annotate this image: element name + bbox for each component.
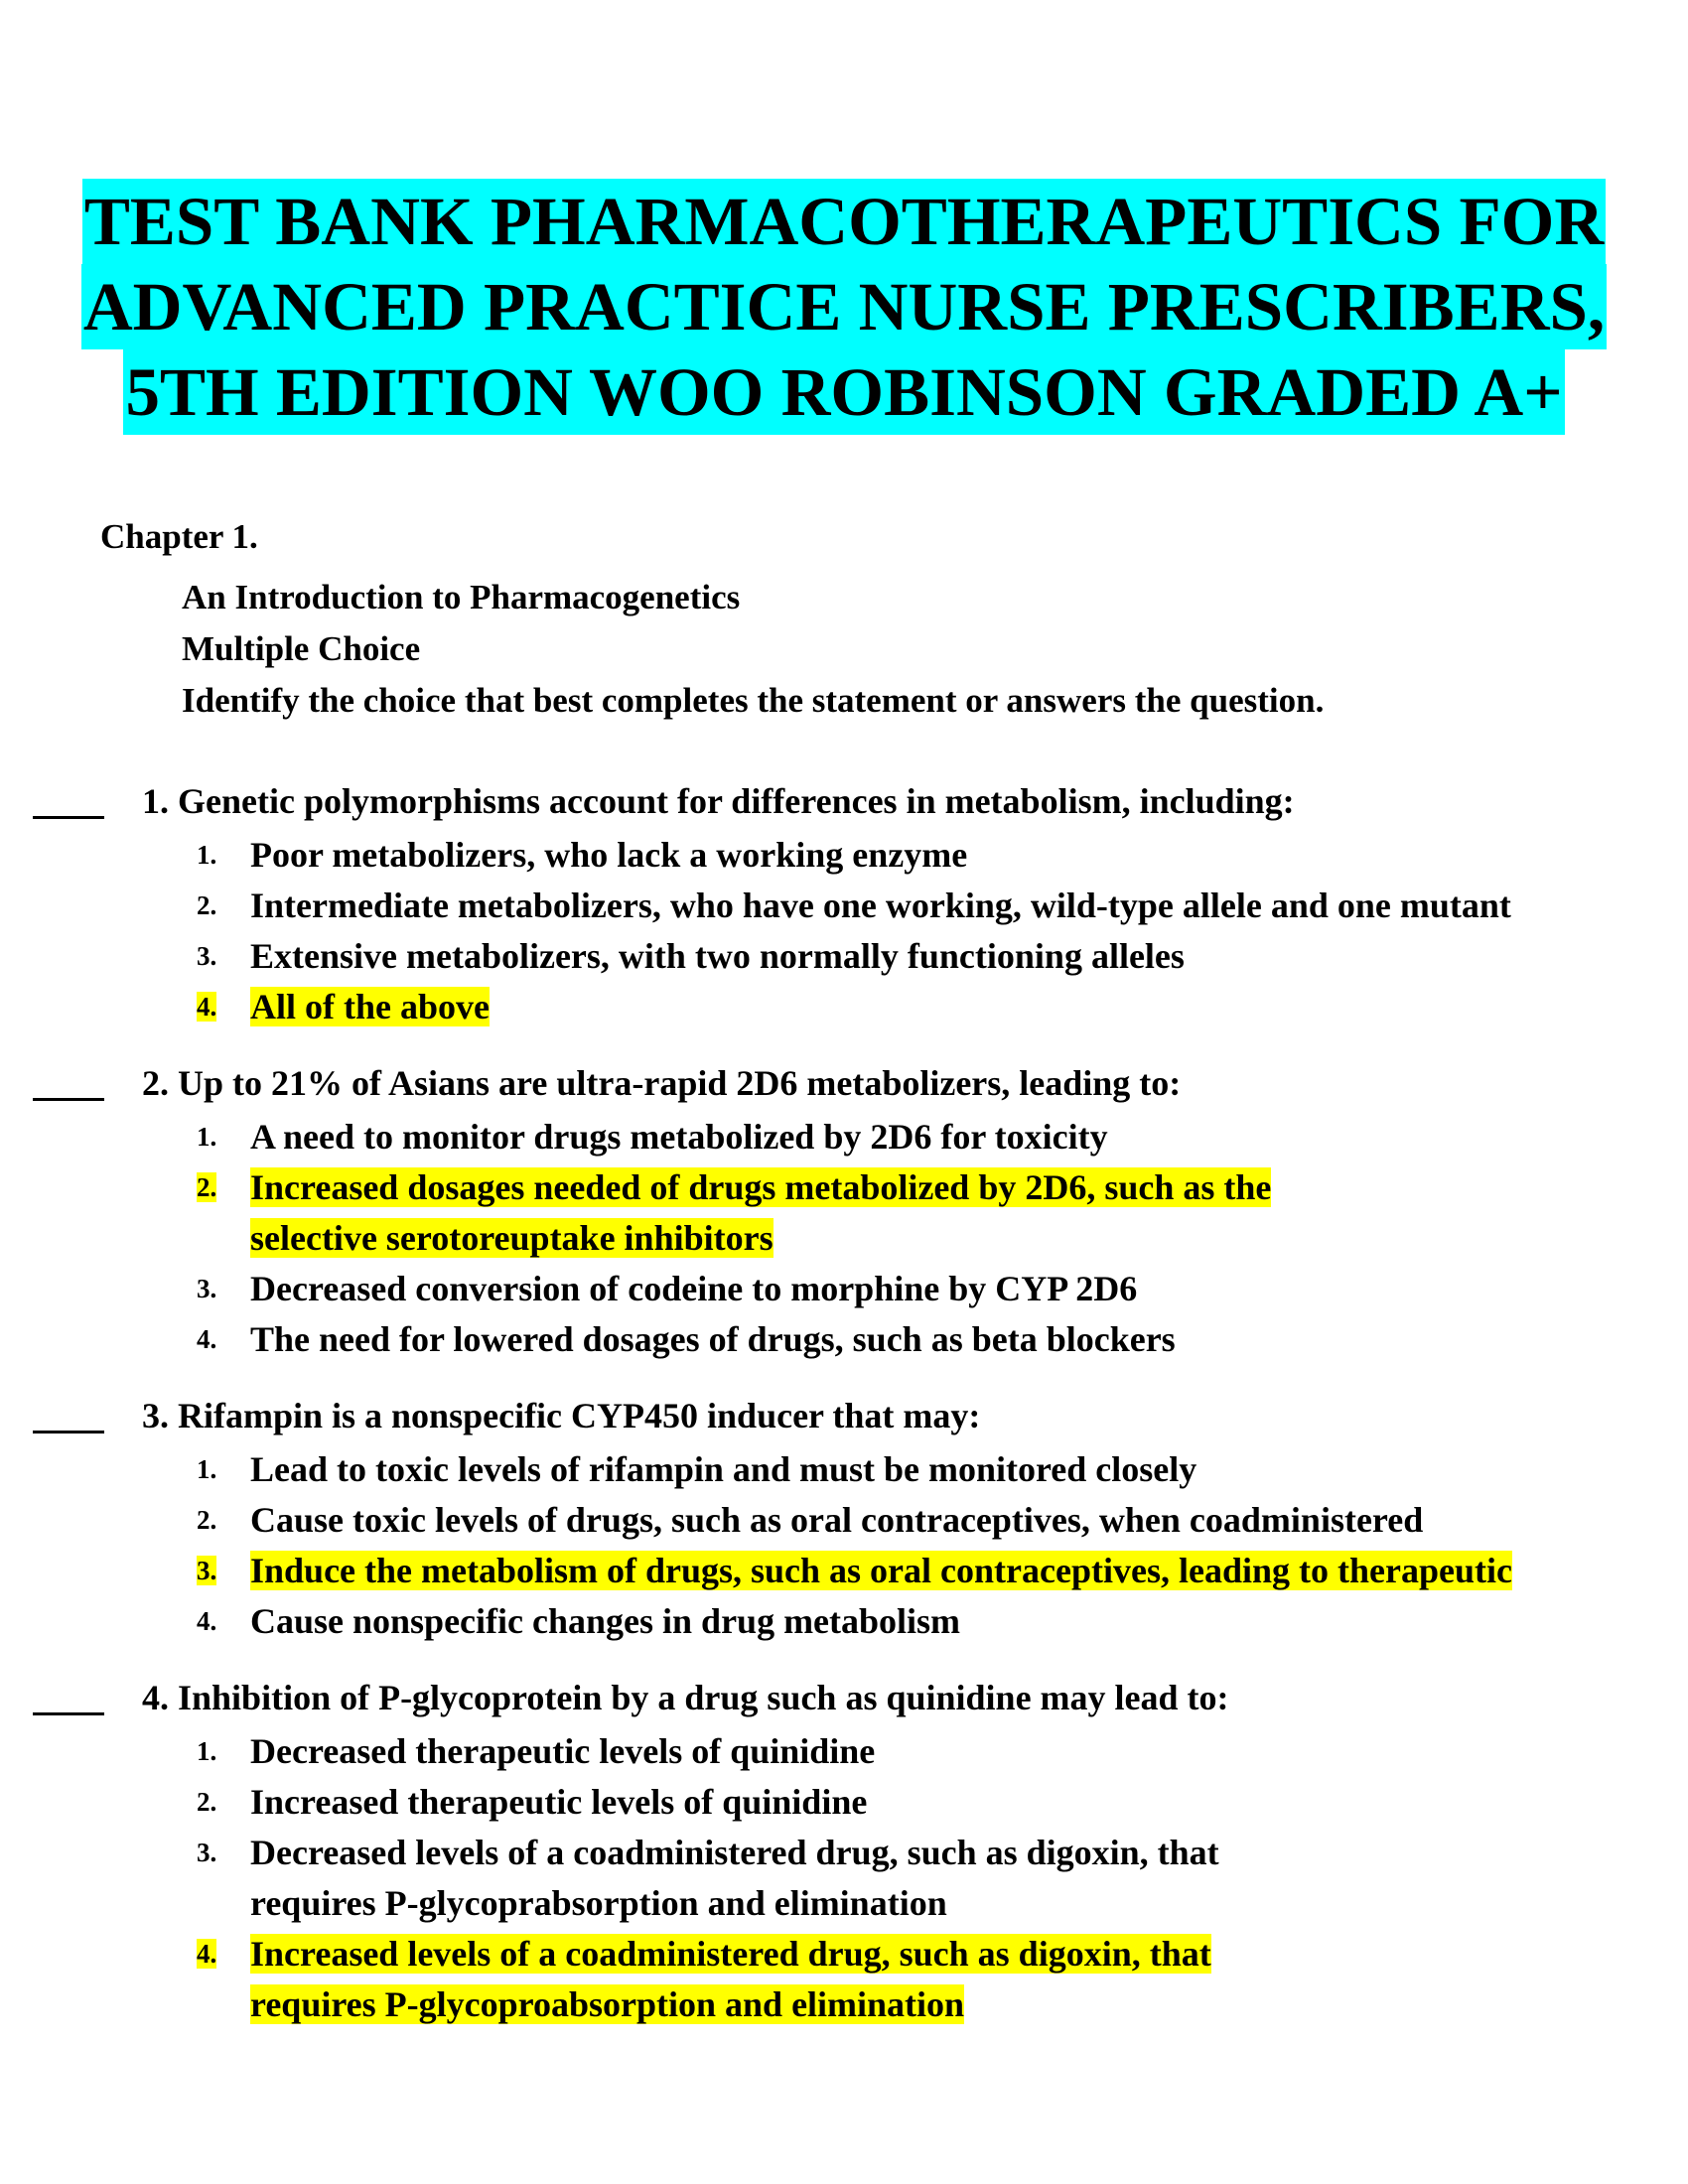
option-number: 1.: [197, 840, 217, 870]
option-text: Decreased conversion of codeine to morphine by CYP 2D6: [250, 1269, 1138, 1308]
answer-option: [197, 1314, 1688, 1365]
option-text: A need to monitor drugs metabolized by 2D6 for toxicity: [250, 1117, 1108, 1157]
option-number: 3.: [197, 941, 217, 971]
question-stem-row: [0, 1058, 1688, 1112]
option-number: 3.: [197, 1838, 217, 1867]
answer-option: [197, 1495, 1688, 1546]
option-number: 2.: [197, 1505, 217, 1535]
option-text: Cause toxic levels of drugs, such as oral contraceptives, when coadministered: [250, 1500, 1424, 1540]
chapter-topic: An Introduction to Pharmacogenetics: [182, 578, 741, 616]
question-1: [0, 776, 1688, 1032]
option-number: 1.: [197, 1736, 217, 1766]
answer-option: [197, 1162, 1688, 1264]
answer-option: [197, 1596, 1688, 1647]
option-text: The need for lowered dosages of drugs, such as beta blockers: [250, 1319, 1176, 1359]
question-stem: 1. Genetic polymorphisms account for differences in metabolism, including:: [142, 781, 1295, 821]
option-text: requires P-glycoproabsorption and elimination: [250, 1984, 965, 2024]
option-number: 4.: [197, 1606, 217, 1636]
section-heading: Multiple Choice: [182, 629, 421, 668]
option-text: All of the above: [250, 987, 490, 1026]
answer-option: [197, 1777, 1688, 1828]
answer-option: [197, 881, 1688, 931]
option-number: 2.: [197, 1172, 217, 1202]
question-list: [0, 776, 1688, 2056]
option-number: 4.: [197, 1324, 217, 1354]
answer-option: [197, 931, 1688, 982]
option-text: Lead to toxic levels of rifampin and must be monitored closely: [250, 1449, 1197, 1489]
title-line-2: ADVANCED PRACTICE NURSE PRESCRIBERS,: [81, 264, 1607, 349]
answer-option: [197, 1828, 1688, 1929]
question-4: [0, 1673, 1688, 2030]
answer-option: [197, 1444, 1688, 1495]
title-line-3: 5TH EDITION WOO ROBINSON GRADED A+: [123, 349, 1564, 435]
answer-option: [197, 982, 1688, 1032]
option-number: 1.: [197, 1454, 217, 1484]
question-stem: 3. Rifampin is a nonspecific CYP450 inducer that may:: [142, 1396, 981, 1435]
option-number: 2.: [197, 1787, 217, 1817]
option-text: Decreased therapeutic levels of quinidine: [250, 1731, 876, 1771]
option-text: requires P-glycoprabsorption and elimination: [250, 1883, 947, 1923]
answer-option: [197, 1929, 1688, 2030]
question-stem-row: [0, 1673, 1688, 1726]
option-number: 4.: [197, 992, 217, 1022]
answer-blank: [33, 1391, 104, 1433]
option-number: 3.: [197, 1556, 217, 1585]
question-stem: 4. Inhibition of P-glycoprotein by a drug such as quinidine may lead to:: [142, 1678, 1229, 1717]
question-3: [0, 1391, 1688, 1647]
option-text: Increased therapeutic levels of quinidine: [250, 1782, 868, 1822]
instructions-text: Identify the choice that best completes the statement or answers the question.: [182, 681, 1325, 720]
answer-blank: [33, 1673, 104, 1715]
chapter-label: Chapter 1.: [100, 517, 258, 556]
question-stem-row: [0, 1391, 1688, 1444]
answer-option: [197, 1726, 1688, 1777]
option-number: 4.: [197, 1939, 217, 1969]
option-text: Cause nonspecific changes in drug metabolism: [250, 1601, 961, 1641]
question-2: [0, 1058, 1688, 1365]
answer-option: [197, 1546, 1688, 1596]
option-text: selective serotoreuptake inhibitors: [250, 1218, 774, 1258]
answer-option: [197, 830, 1688, 881]
option-text: Extensive metabolizers, with two normally functioning alleles: [250, 936, 1185, 976]
chapter-intro: [182, 572, 1324, 727]
question-stem: 2. Up to 21% of Asians are ultra-rapid 2D6 metabolizers, leading to:: [142, 1063, 1182, 1103]
option-text: Induce the metabolism of drugs, such as oral contraceptives, leading to therapeutic: [250, 1551, 1512, 1590]
answer-option: [197, 1112, 1688, 1162]
document-title: [0, 179, 1688, 435]
option-text: Increased levels of a coadministered drug, such as digoxin, that: [250, 1934, 1211, 1974]
question-stem-row: [0, 776, 1688, 830]
answer-blank: [33, 1058, 104, 1101]
option-number: 1.: [197, 1122, 217, 1152]
option-text: Intermediate metabolizers, who have one working, wild-type allele and one mutant: [250, 886, 1511, 925]
option-number: 2.: [197, 890, 217, 920]
option-text: Increased dosages needed of drugs metabolized by 2D6, such as the: [250, 1167, 1272, 1207]
option-number: 3.: [197, 1274, 217, 1303]
answer-blank: [33, 776, 104, 819]
title-line-1: TEST BANK PHARMACOTHERAPEUTICS FOR: [82, 179, 1606, 264]
option-text: Poor metabolizers, who lack a working enzyme: [250, 835, 968, 875]
option-text: Decreased levels of a coadministered drug, such as digoxin, that: [250, 1833, 1219, 1872]
answer-option: [197, 1264, 1688, 1314]
